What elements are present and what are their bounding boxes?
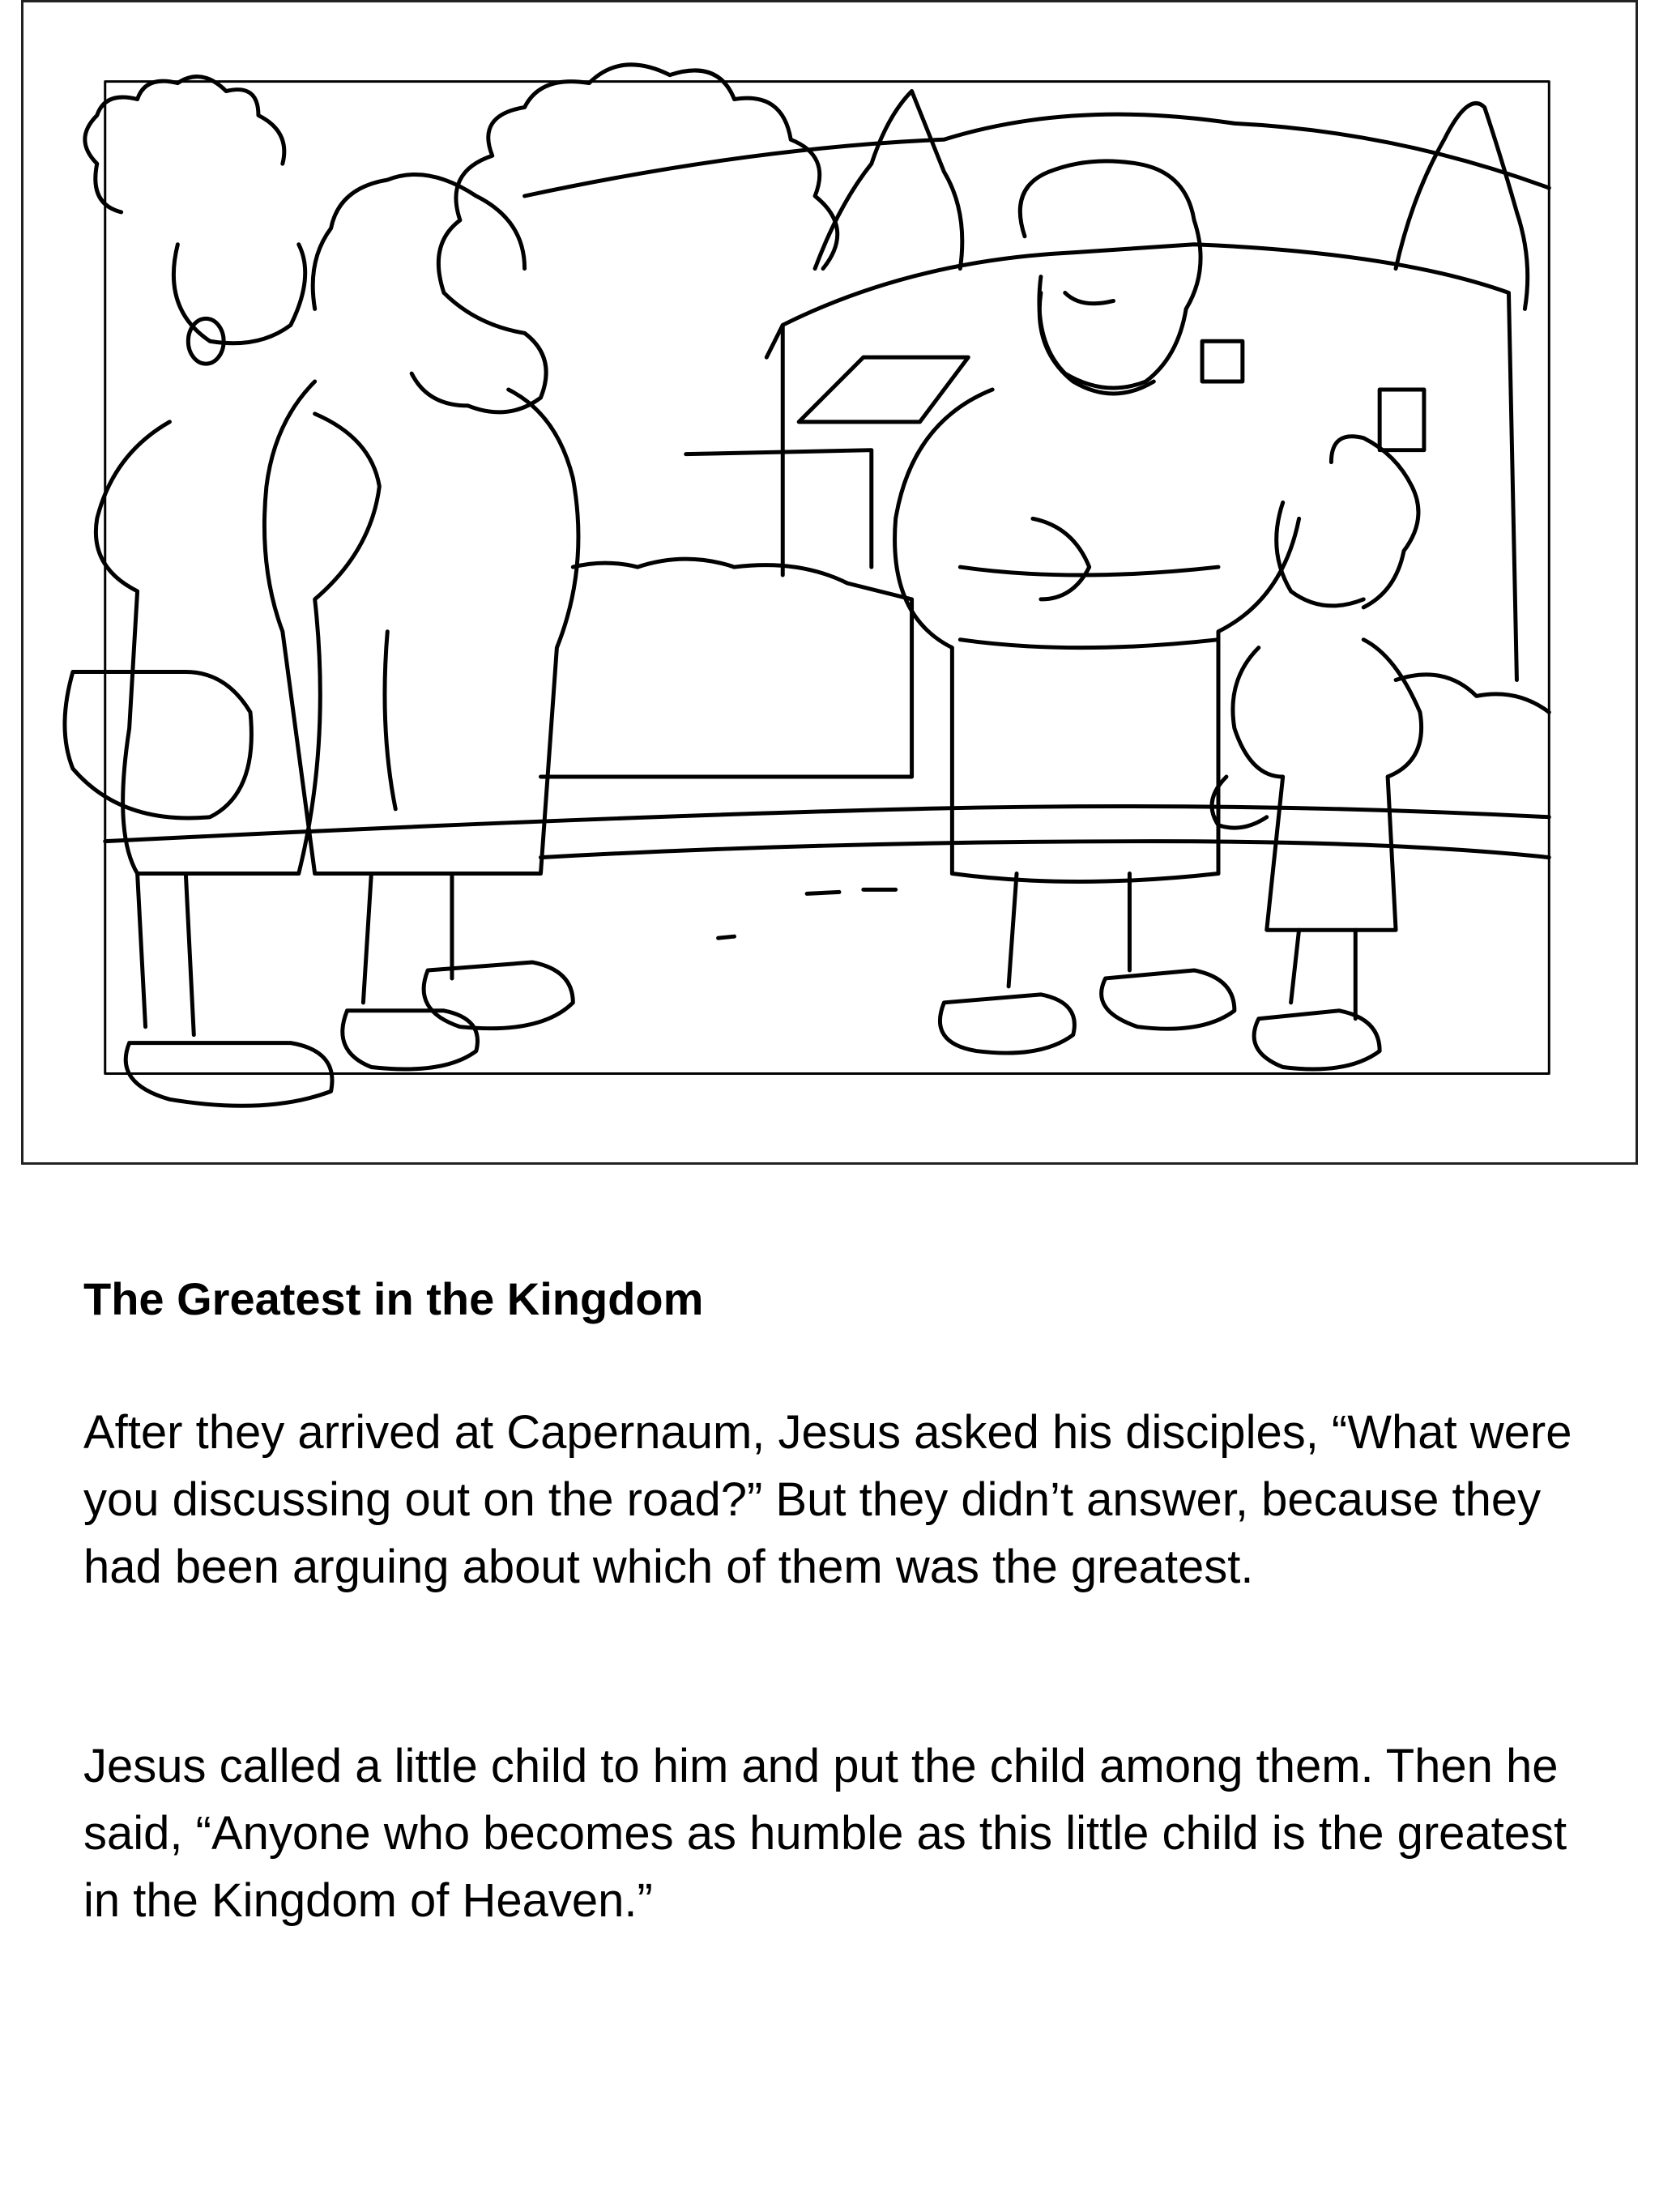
illustration-drawing [23, 2, 1636, 1162]
story-title: The Greatest in the Kingdom [83, 1273, 704, 1324]
coloring-illustration [21, 0, 1638, 1165]
disciple2-strap [385, 632, 395, 809]
road-line-mid [540, 842, 1549, 858]
jesus-sandal-2 [1102, 970, 1235, 1029]
story-paragraph-2: Jesus called a little child to him and put the child among them. Then he said, “Anyone who becomes as humble as this little child is the greatest in the Kingdom of Heaven.” [83, 1740, 1567, 1927]
jesus-sandal-1 [940, 995, 1074, 1053]
road-line-back [105, 807, 1550, 842]
building-window [1380, 390, 1424, 450]
child-sandal [1254, 1011, 1380, 1069]
disciple1-robe [96, 414, 379, 874]
disciple2-hair [313, 174, 524, 309]
road-dashes [719, 889, 896, 938]
tree-canopy-left [438, 65, 837, 293]
hedge-left [540, 559, 911, 777]
building-low-wall [686, 450, 872, 567]
jesus-hand [1033, 518, 1090, 599]
awning [799, 357, 968, 422]
jesus-beard [1039, 292, 1154, 393]
jesus-mouth [1065, 292, 1114, 303]
disciple1-legs [138, 873, 194, 1034]
building-wall-right [766, 245, 1516, 680]
child-tunic [1233, 640, 1422, 930]
inner-border [105, 82, 1550, 1074]
child-hair [1331, 437, 1418, 607]
disciple2-sandal-2 [424, 962, 573, 1029]
hill-line [525, 114, 1550, 196]
child-legs [1291, 930, 1356, 1019]
disciple2-legs [363, 873, 452, 1002]
disciple2-beard [412, 292, 546, 411]
jesus-sash [960, 567, 1218, 648]
story-paragraph-1: After they arrived at Capernaum, Jesus asked his disciples, “What were you discussing out on the road?” But they didn’t answer, because they had been arguing about which of them was the greatest. [83, 1406, 1572, 1593]
building-window-small [1202, 341, 1243, 381]
jesus-legs [1009, 873, 1129, 986]
jesus-hair [1020, 161, 1201, 309]
disciple1-hair [85, 77, 284, 212]
disciple1-bag [65, 672, 251, 818]
disciple2-sandal-1 [343, 1011, 478, 1069]
